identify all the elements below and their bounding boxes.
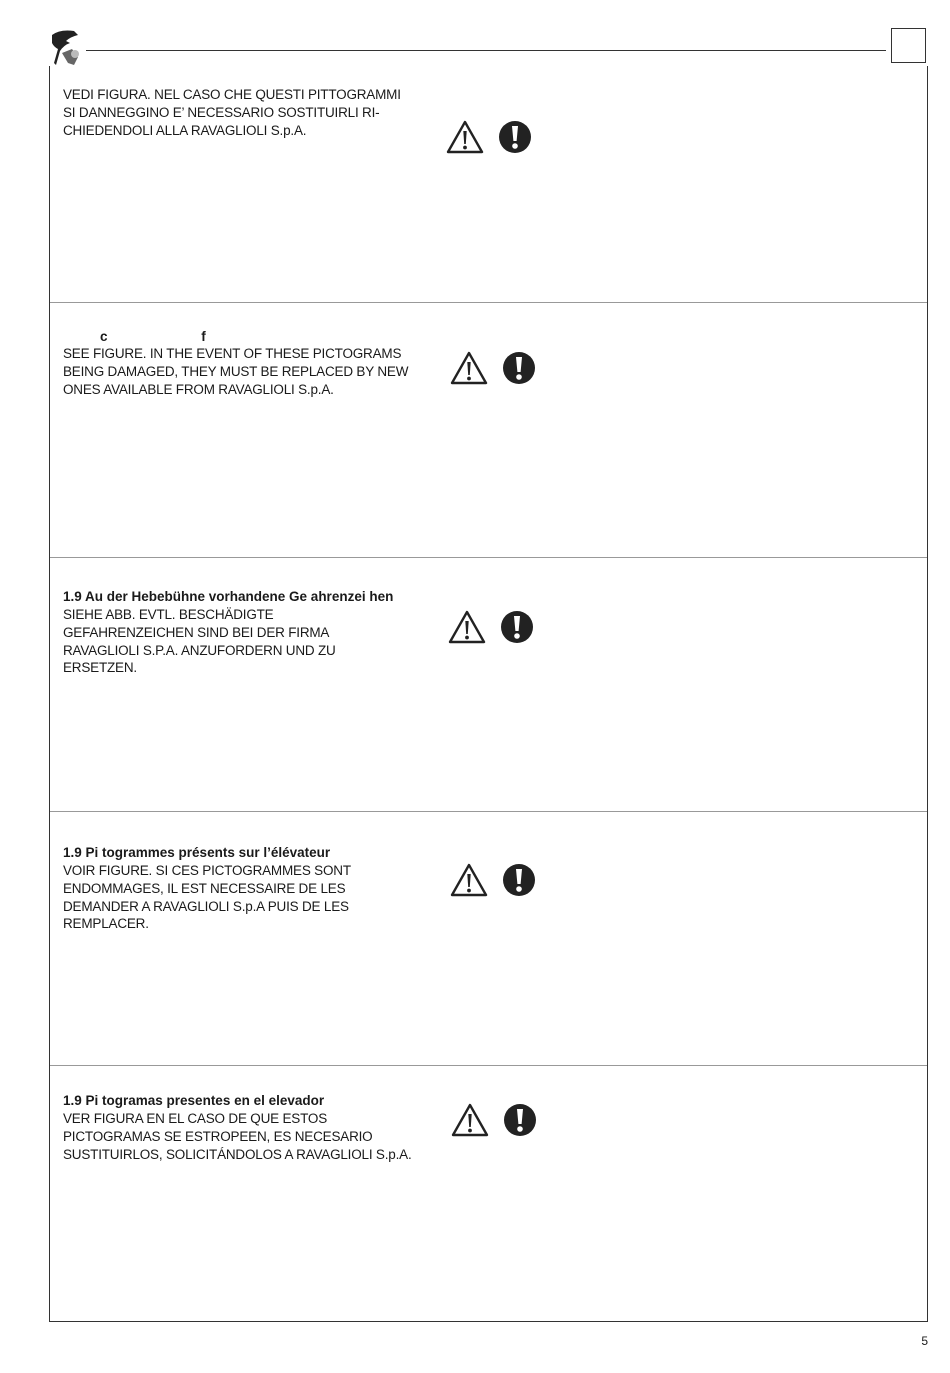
section-body <box>63 606 438 677</box>
mandatory-exclamation-icon <box>500 610 534 644</box>
body-line: VEDI FIGURA. NEL CASO CHE QUESTI PITTOGRAMMI <box>63 87 401 102</box>
mandatory-exclamation-icon <box>502 351 536 385</box>
body-line: ERSETZEN. <box>63 660 137 676</box>
section-title: c f <box>100 329 206 344</box>
body-line: SUSTITUIRLOS, SOLICITÁNDOLOS A RAVAGLIOLI S.p.A. <box>63 1146 412 1162</box>
section-body <box>63 1110 453 1163</box>
body-line: ENDOMMAGES, IL EST NECESSAIRE DE LES <box>63 880 346 896</box>
section-body <box>63 86 438 139</box>
body-line: SI DANNEGGINO E’ NECESSARIO SOSTITUIRLI RI- <box>63 104 380 120</box>
page-corner-box <box>891 28 926 63</box>
page-number: 5 <box>921 1334 928 1348</box>
body-line: BEING DAMAGED, THEY MUST BE REPLACED BY NEW <box>63 363 409 379</box>
section-german <box>50 557 927 811</box>
body-line: GEFAHRENZEICHEN SIND BEI DER FIRMA <box>63 624 330 640</box>
section-title: 1.9 Pi togramas presentes en el elevador <box>63 1093 325 1108</box>
warning-icons <box>448 610 534 644</box>
ravaglioli-logo <box>48 27 88 67</box>
warning-icons <box>446 120 532 154</box>
body-line: VOIR FIGURE. SI CES PICTOGRAMMES SONT <box>63 863 351 878</box>
warning-triangle-icon <box>450 863 488 897</box>
body-line: VER FIGURA EN EL CASO DE QUE ESTOS <box>63 1111 328 1126</box>
content-frame <box>49 66 928 1322</box>
body-line: RAVAGLIOLI S.P.A. ANZUFORDERN UND ZU <box>63 642 336 658</box>
warning-triangle-icon <box>450 351 488 385</box>
mandatory-exclamation-icon <box>502 863 536 897</box>
warning-triangle-icon <box>448 610 486 644</box>
section-body <box>63 345 438 398</box>
warning-icons <box>450 863 536 897</box>
warning-icons <box>451 1103 537 1137</box>
section-body <box>63 862 438 933</box>
body-line: PICTOGRAMAS SE ESTROPEEN, ES NECESARIO <box>63 1128 373 1144</box>
section-spanish <box>50 1065 927 1320</box>
mandatory-exclamation-icon <box>498 120 532 154</box>
warning-icons <box>450 351 536 385</box>
section-french <box>50 811 927 1065</box>
warning-triangle-icon <box>451 1103 489 1137</box>
section-title: 1.9 Au der Hebebühne vorhandene Ge ahrenzei hen <box>63 589 394 604</box>
section-english <box>50 302 927 557</box>
body-line: CHIEDENDOLI ALLA RAVAGLIOLI S.p.A. <box>63 122 307 138</box>
body-line: SEE FIGURE. IN THE EVENT OF THESE PICTOGRAMS <box>63 346 402 361</box>
body-line: DEMANDER A RAVAGLIOLI S.p.A PUIS DE LES <box>63 898 349 914</box>
mandatory-exclamation-icon <box>503 1103 537 1137</box>
body-line: REMPLACER. <box>63 916 149 932</box>
warning-triangle-icon <box>446 120 484 154</box>
header-rule <box>86 50 886 51</box>
section-italian <box>50 66 927 302</box>
body-line: SIEHE ABB. EVTL. BESCHÄDIGTE <box>63 607 274 622</box>
section-title: 1.9 Pi togrammes présents sur l’élévateur <box>63 845 331 860</box>
body-line: ONES AVAILABLE FROM RAVAGLIOLI S.p.A. <box>63 381 334 397</box>
